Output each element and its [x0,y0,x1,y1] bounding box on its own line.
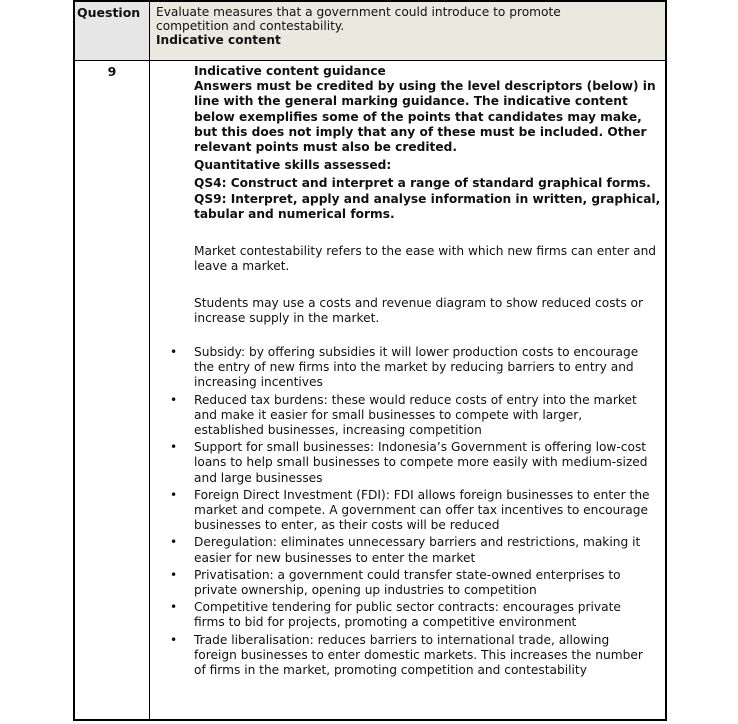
indicative-content-heading: Indicative content [156,33,281,47]
guidance-text: Answers must be credited by using the level descriptors (below) in line with the general marking guidance. The indicative content below exemplifies some of the points that candidates may make, but this does not imply that any of these must be included. Other relevant points must also be credited. [194,79,656,155]
bullet-icon: • [170,632,178,647]
qs-heading: Quantitative skills assessed: [194,158,392,173]
list-item: • Competitive tendering for public sector contracts: encourages private firms to bid for projects, promoting a competitive environment [170,600,621,630]
question-text: Evaluate measures that a government could introduce to promote competition and contestability. [156,5,561,33]
list-item: • Reduced tax burdens: these would reduce costs of entry into the market and make it easier for small businesses to compete with larger, established businesses, increasing competition [170,392,637,438]
bullet-icon: • [170,567,178,582]
bullet-icon: • [170,345,178,359]
question-text-block [156,5,636,47]
header-question-cell [150,2,665,60]
table-header-row [75,2,665,61]
bullet-icon: • [170,600,178,615]
contestability-definition: Market contestability refers to the ease with which new firms can enter and leave a market. [194,244,657,274]
question-label: Question [77,5,141,20]
guidance-block [194,64,664,222]
list-item: • Subsidy: by offering subsidies it will lower production costs to encourage the entry of new firms into the market by reducing barriers to entry and increasing incentives [170,345,639,390]
list-item: • Trade liberalisation: reduces barriers to international trade, allowing foreign businesses to enter domestic markets. This increases the number of firms in the market, promoting competition and contestability [170,632,643,678]
question-number: 9 [107,64,117,79]
header-label-cell [75,2,150,60]
list-item: • Privatisation: a government could transfer state-owned enterprises to private ownership, opening up industries to competition [170,567,621,598]
bullet-icon: • [170,535,178,550]
mark-scheme-table [73,0,667,721]
question-number-cell [75,61,150,719]
answer-content-cell [150,61,665,719]
diagram-note: Students may use a costs and revenue diagram to show reduced costs or increase supply in the market. [194,296,644,326]
bullet-icon: • [170,440,178,455]
list-item: • Foreign Direct Investment (FDI): FDI allows foreign businesses to enter the market and compete. A government can offer tax incentives to encourage businesses to enter, as their costs will be reduced [170,487,650,533]
bullet-icon: • [170,392,178,407]
list-item: • Support for small businesses: Indonesia’s Government is offering low-cost loans to help small businesses to compete more easily with medium-sized and large businesses [170,440,648,485]
guidance-title: Indicative content guidance [194,64,386,78]
list-item: • Deregulation: eliminates unnecessary barriers and restrictions, making it easier for new businesses to enter the market [170,535,641,565]
measures-list [170,345,650,680]
qs-text: QS4: Construct and interpret a range of standard graphical forms. QS9: Interpret, apply and analyse information in written, graphical, tabular and numerical forms. [194,176,661,221]
bullet-icon: • [170,487,178,502]
